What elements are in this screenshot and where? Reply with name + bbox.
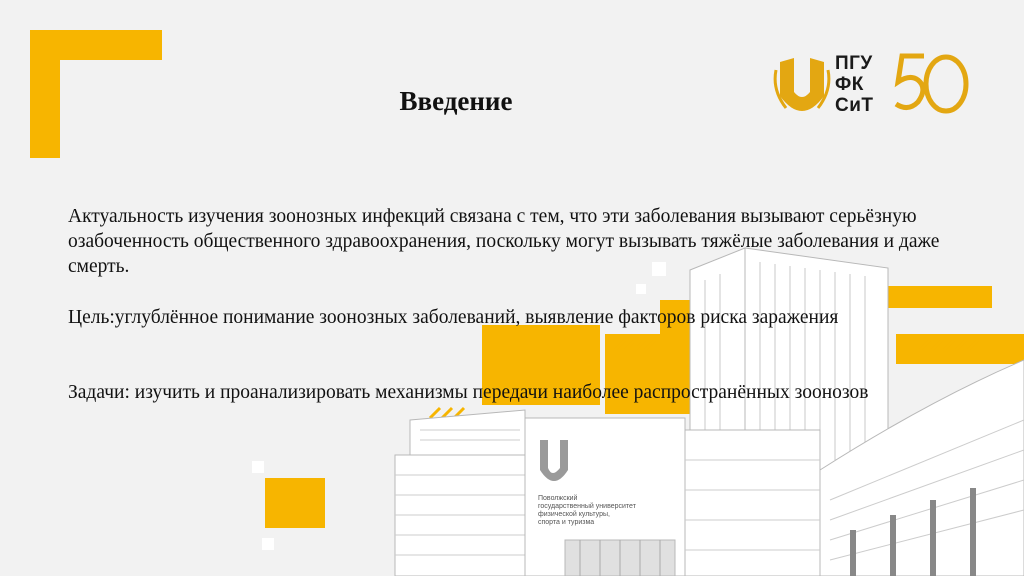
paragraph-goal: Цель:углублённое понимание зоонозных заболеваний, выявление факторов риска заражения — [68, 307, 839, 328]
building-sign-line: государственный университет — [538, 503, 636, 510]
building-sign-line: спорта и туризма — [538, 519, 595, 526]
slide-title: Введение — [399, 86, 513, 116]
logo-abbreviation — [835, 53, 874, 116]
logo-abbr-line: ПГУ — [835, 53, 873, 74]
university-emblem-icon — [772, 50, 832, 120]
university-logo — [772, 50, 972, 122]
logo-abbr-line: ФК — [835, 74, 864, 95]
anniversary-50-icon — [894, 52, 970, 116]
building-sign-line: Поволжский — [538, 495, 578, 502]
building-sign-line: физической культуры, — [538, 511, 610, 518]
paragraph-relevance: Актуальность изучения зоонозных инфекций связана с тем, что эти заболевания вызывают серьёзную озабоченность общественного здравоохранения, поскольку могут вызывать тяжёлые заболевания и даже смерть. — [68, 206, 940, 277]
logo-abbr-line: СиТ — [835, 95, 874, 116]
paragraph-tasks: Задачи: изучить и проанализировать механизмы передачи наиболее распространённых зоонозов — [68, 382, 869, 403]
